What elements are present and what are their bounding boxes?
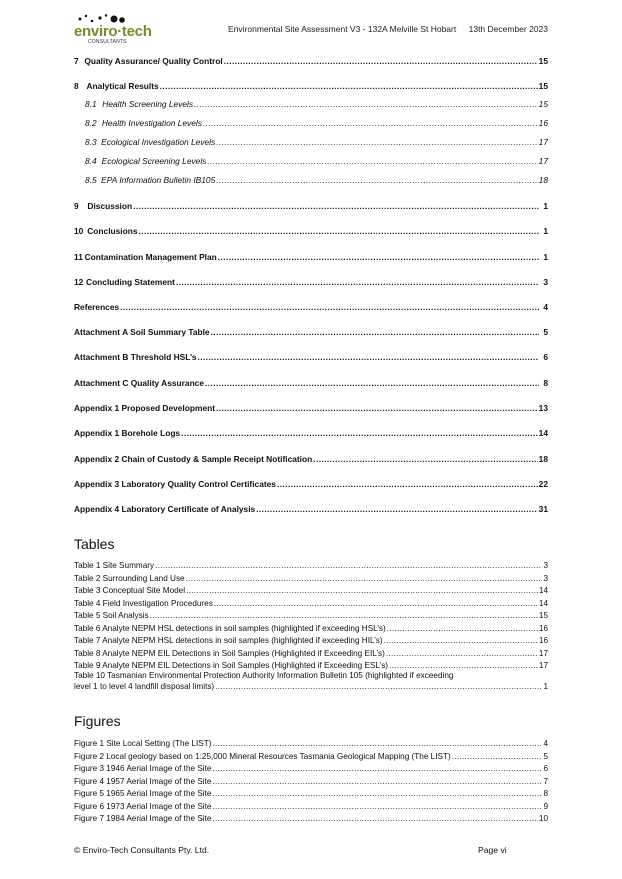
toc-entry[interactable]	[74, 300, 548, 312]
table-list-entry[interactable]	[74, 608, 548, 620]
dot-leader	[313, 454, 537, 464]
dot-leader	[198, 352, 539, 362]
toc-entry-page: 3	[543, 277, 548, 287]
toc-entry[interactable]	[74, 452, 548, 464]
figure-entry-page: 4	[543, 739, 548, 748]
dot-leader	[160, 81, 538, 91]
tables-heading: Tables	[74, 536, 115, 552]
toc-entry-page: 17	[538, 137, 548, 147]
table-entry-label: Table 9 Analyte NEPM EIL Detections in Soil Samples (Highlighted if Exceeding ESL’s)	[74, 661, 389, 670]
footer-copyright: © Enviro-Tech Consultants Pty. Ltd.	[74, 845, 210, 855]
toc-entry-label: Appendix 1 Borehole Logs	[74, 428, 181, 438]
toc-entry-label: Quality Assurance/ Quality Control	[84, 56, 223, 66]
dot-leader	[216, 137, 537, 147]
table-entry-label: Table 4 Field Investigation Procedures	[74, 599, 213, 608]
toc-entry[interactable]	[74, 97, 548, 109]
toc-entry-label: Appendix 1 Proposed Development	[74, 403, 216, 413]
toc-entry-number: 11	[74, 252, 83, 262]
toc-entry-label: References	[74, 302, 120, 312]
table-entry-label: Table 6 Analyte NEPM HSL detections in soil samples (highlighted if exceeding HSL’s)	[74, 624, 386, 633]
toc-entry-page: 13	[538, 403, 548, 413]
table-entry-page: 1	[543, 682, 548, 691]
dot-leader	[150, 611, 538, 620]
toc-entry-page: 5	[543, 327, 548, 337]
toc-entry-number: 8.1	[85, 99, 97, 109]
figure-list-entry[interactable]	[74, 761, 548, 773]
toc-entry-page: 1	[543, 252, 548, 262]
dot-leader	[212, 802, 542, 811]
dot-leader	[120, 302, 539, 312]
toc-entry[interactable]	[74, 224, 548, 236]
toc-entry-label: Contamination Management Plan	[84, 252, 217, 262]
toc-entry[interactable]	[74, 477, 548, 489]
figure-entry-label: Figure 3 1946 Aerial Image of the Site	[74, 764, 212, 773]
toc-entry-label: Appendix 3 Laboratory Quality Control Certificates	[74, 479, 276, 489]
table-entry-label: Table 7 Analyte NEPM HSL detections in soil samples (highlighted if exceeding HIL’s)	[74, 636, 383, 645]
logo-subtitle: CONSULTANTS	[88, 39, 127, 45]
table-entry-label: Table 2 Surrounding Land Use	[74, 574, 185, 583]
toc-entry[interactable]	[74, 325, 548, 337]
dot-leader	[216, 403, 538, 413]
toc-entry-label: EPA Information Bulletin IB105	[101, 175, 216, 185]
figure-entry-page: 7	[543, 777, 548, 786]
document-date: 13th December 2023	[468, 24, 548, 34]
toc-entry-page: 15	[538, 99, 548, 109]
figure-entry-page: 8	[543, 789, 548, 798]
toc-entry[interactable]	[74, 135, 548, 147]
dot-leader	[133, 201, 539, 211]
dot-leader	[155, 561, 542, 570]
dot-leader	[216, 175, 537, 185]
toc-entry-page: 16	[538, 118, 548, 128]
toc-entry-number: 8.4	[85, 156, 97, 166]
toc-entry-number: 8.3	[85, 137, 97, 147]
toc-entry-label: Discussion	[87, 201, 133, 211]
table-entry-page: 17	[538, 661, 548, 670]
dot-leader	[224, 56, 538, 66]
toc-entry-label: Concluding Statement	[86, 277, 175, 287]
toc-entry-label: Conclusions	[87, 226, 138, 236]
dot-leader	[139, 226, 539, 236]
table-entry-page: 14	[538, 586, 548, 595]
table-entry-page: 15	[538, 611, 548, 620]
figure-list-entry[interactable]	[74, 811, 548, 823]
toc-entry-page: 4	[543, 302, 548, 312]
toc-entry[interactable]	[74, 116, 548, 128]
table-entry-page: 16	[538, 636, 548, 645]
table-entry-label: Table 8 Analyte NEPM EIL Detections in Soil Samples (Highlighted if Exceeding EIL’s)	[74, 649, 385, 658]
toc-entry-label: Health Investigation Levels	[101, 118, 202, 128]
toc-entry-page: 18	[538, 175, 548, 185]
figure-entry-label: Figure 1 Site Local Setting (The LIST)	[74, 739, 212, 748]
toc-entry[interactable]	[74, 173, 548, 185]
toc-entry-label: Appendix 2 Chain of Custody & Sample Receipt Notification	[74, 454, 313, 464]
toc-entry[interactable]	[74, 426, 548, 438]
toc-entry-label: Analytical Results	[86, 81, 159, 91]
dot-leader	[211, 327, 539, 337]
dot-leader	[277, 479, 538, 489]
toc-entry-number: 10	[74, 226, 84, 236]
dot-leader	[256, 504, 537, 514]
toc-entry[interactable]	[74, 154, 548, 166]
toc-entry[interactable]	[74, 275, 548, 287]
figure-list-entry[interactable]	[74, 774, 548, 786]
toc-entry[interactable]	[74, 401, 548, 413]
table-entry-page: 3	[543, 574, 548, 583]
table-list-entry[interactable]	[74, 558, 548, 570]
dot-leader	[212, 739, 542, 748]
toc-entry-page: 14	[538, 428, 548, 438]
toc-entry-number: 8.2	[85, 118, 97, 128]
figure-entry-page: 10	[538, 814, 548, 823]
table-list-entry[interactable]	[74, 671, 548, 691]
toc-entry[interactable]	[74, 199, 548, 211]
figures-heading: Figures	[74, 713, 121, 729]
toc-entry-label: Attachment B Threshold HSL’s	[74, 352, 197, 362]
toc-entry[interactable]	[74, 350, 548, 362]
toc-entry-page: 18	[538, 454, 548, 464]
dot-leader	[212, 777, 542, 786]
dot-leader	[186, 586, 538, 595]
dot-leader	[218, 252, 539, 262]
figure-entry-page: 6	[543, 764, 548, 773]
toc-entry-number: 8	[74, 81, 79, 91]
toc-entry[interactable]	[74, 250, 548, 262]
toc-entry[interactable]	[74, 54, 548, 66]
figure-entry-label: Figure 6 1973 Aerial Image of the Site	[74, 802, 212, 811]
dot-leader	[389, 661, 538, 670]
dot-leader	[214, 599, 538, 608]
figure-list-entry[interactable]	[74, 736, 548, 748]
logo-text: enviro·tech	[74, 23, 152, 40]
figure-entry-page: 5	[543, 752, 548, 761]
toc-entry-label: Ecological Investigation Levels	[101, 137, 216, 147]
dot-leader	[215, 682, 542, 691]
figure-list-entry[interactable]	[74, 799, 548, 811]
dot-leader	[205, 378, 539, 388]
dot-leader	[186, 574, 543, 583]
toc-entry-number: 12	[74, 277, 84, 287]
toc-entry[interactable]	[74, 502, 548, 514]
table-entry-label: Table 1 Site Summary	[74, 561, 155, 570]
table-entry-label: Table 5 Soil Analysis	[74, 611, 149, 620]
dot-leader	[181, 428, 538, 438]
toc-entry-page: 1	[543, 226, 548, 236]
toc-entry-label: Ecological Screening Levels	[101, 156, 207, 166]
table-entry-page: 3	[543, 561, 548, 570]
table-list-entry[interactable]	[74, 621, 548, 633]
dot-leader	[203, 118, 538, 128]
table-list-entry[interactable]	[74, 646, 548, 658]
table-entry-label: Table 3 Conceptual Site Model	[74, 586, 186, 595]
dot-leader	[207, 156, 537, 166]
toc-entry-page: 17	[538, 156, 548, 166]
toc-entry-page: 22	[538, 479, 548, 489]
toc-entry-page: 8	[543, 378, 548, 388]
dot-leader	[212, 789, 542, 798]
toc-entry-page: 15	[538, 56, 548, 66]
dot-leader	[212, 764, 542, 773]
toc-entry[interactable]	[74, 79, 548, 91]
table-entry-label: Table 10 Tasmanian Environmental Protection Authority Information Bulletin 105 (highlighted if exceeding	[74, 671, 454, 680]
table-list-entry[interactable]	[74, 633, 548, 645]
table-entry-page: 17	[538, 649, 548, 658]
toc-entry-page: 6	[543, 352, 548, 362]
toc-entry-label: Attachment A Soil Summary Table	[74, 327, 210, 337]
toc-entry-number: 8.5	[85, 175, 97, 185]
toc-entry-page: 15	[538, 81, 548, 91]
toc-entry-page: 31	[538, 504, 548, 514]
figure-entry-page: 9	[543, 802, 548, 811]
table-list-entry[interactable]	[74, 571, 548, 583]
toc-entry-label: Health Screening Levels	[102, 99, 194, 109]
toc-entry-number: 9	[74, 201, 79, 211]
toc-entry-label: Appendix 4 Laboratory Certificate of Analysis	[74, 504, 256, 514]
figure-entry-label: Figure 7 1984 Aerial Image of the Site	[74, 814, 212, 823]
table-list-entry[interactable]	[74, 596, 548, 608]
table-entry-label-continued: level 1 to level 4 landfill disposal limits)	[74, 682, 215, 691]
page-header	[218, 24, 548, 34]
company-logo	[74, 13, 152, 45]
table-entry-page: 14	[538, 599, 548, 608]
dot-leader	[212, 814, 537, 823]
dot-leader	[176, 277, 539, 287]
dot-leader	[386, 649, 538, 658]
figure-entry-label: Figure 4 1957 Aerial Image of the Site	[74, 777, 212, 786]
table-list-entry[interactable]	[74, 658, 548, 670]
dot-leader	[387, 624, 538, 633]
figure-entry-label: Figure 2 Local geology based on 1:25,000 Mineral Resources Tasmania Geological Mapping (The LIST)	[74, 752, 451, 761]
footer-page-number: Page vi	[478, 845, 507, 855]
toc-entry-label: Attachment C Quality Assurance	[74, 378, 205, 388]
toc-entry[interactable]	[74, 376, 548, 388]
table-entry-page: 16	[538, 624, 548, 633]
table-list-entry[interactable]	[74, 583, 548, 595]
dot-leader	[194, 99, 538, 109]
document-title: Environmental Site Assessment V3 - 132A Melville St Hobart	[228, 24, 457, 34]
figure-list-entry[interactable]	[74, 786, 548, 798]
figure-entry-label: Figure 5 1965 Aerial Image of the Site	[74, 789, 212, 798]
figure-list-entry[interactable]	[74, 749, 548, 761]
dot-leader	[452, 752, 543, 761]
toc-entry-page: 1	[543, 201, 548, 211]
dot-leader	[384, 636, 538, 645]
toc-entry-number: 7	[74, 56, 79, 66]
